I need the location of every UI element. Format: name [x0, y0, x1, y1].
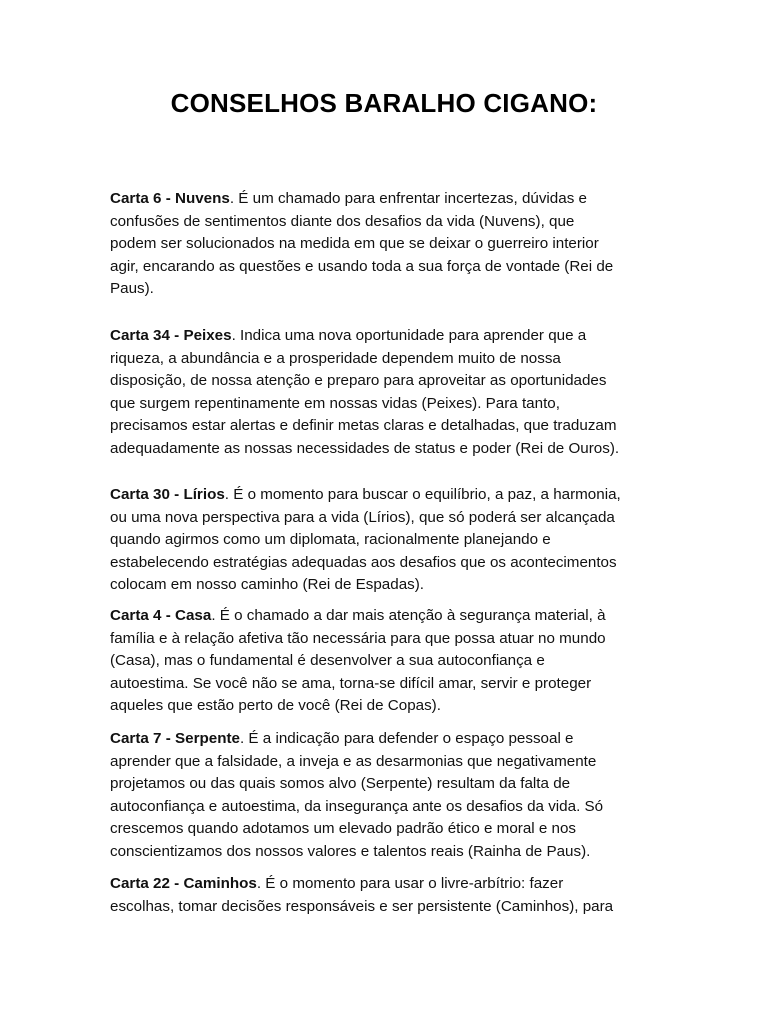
- paragraph-text: . É o momento para buscar o equilíbrio, a paz, a harmonia,: [224, 486, 621, 503]
- paragraph-line: precisamos estar alertas e definir metas claras e detalhadas, que traduzam: [110, 417, 617, 435]
- paragraph-line: riqueza, a abundância e a prosperidade dependem muito de nossa: [110, 349, 561, 367]
- card-heading: Carta 22 - Caminhos: [110, 875, 257, 892]
- paragraph-line: projetamos ou das quais somos alvo (Serpente) resultam da falta de: [110, 775, 571, 793]
- paragraph-line: [110, 325, 662, 348]
- paragraph-line: autoestima. Se você não se ama, torna-se difícil amar, servir e proteger: [110, 674, 592, 692]
- paragraph-line: [110, 873, 662, 896]
- page-title: CONSELHOS BARALHO CIGANO:: [170, 88, 598, 118]
- card-heading: Carta 30 - Lírios: [110, 486, 225, 503]
- paragraph-carta-22: [110, 873, 662, 918]
- paragraph-line: (Casa), mas o fundamental é desenvolver a sua autoconfiança e: [110, 652, 545, 670]
- paragraph-line: agir, encarando as questões e usando toda a sua força de vontade (Rei de: [110, 257, 614, 275]
- paragraph-line: confusões de sentimentos diante dos desafios da vida (Nuvens), que: [110, 212, 575, 230]
- paragraph-line: autoconfiança e autoestima, da insegurança ante os desafios da vida. Só: [110, 797, 604, 815]
- paragraph-line: estabelecendo estratégias adequadas aos desafios que os acontecimentos: [110, 553, 617, 571]
- paragraph-text: . É um chamado para enfrentar incertezas, dúvidas e: [229, 190, 587, 207]
- card-heading: Carta 4 - Casa: [110, 607, 212, 624]
- card-heading: Carta 7 - Serpente: [110, 730, 240, 747]
- paragraph-line: Paus).: [110, 280, 154, 298]
- paragraph-text: . É o momento para usar o livre-arbítrio: fazer: [256, 875, 564, 892]
- paragraph-line: [110, 605, 662, 628]
- card-heading: Carta 34 - Peixes: [110, 327, 232, 344]
- paragraph-line: quando agirmos como um diplomata, racionalmente planejando e: [110, 531, 551, 549]
- paragraph-carta-7: [110, 728, 662, 864]
- paragraph-carta-4: [110, 605, 662, 718]
- paragraph-line: família e à relação afetiva tão necessária para que possa atuar no mundo: [110, 629, 606, 647]
- paragraph-line: escolhas, tomar decisões responsáveis e ser persistente (Caminhos), para: [110, 897, 614, 915]
- paragraph-line: podem ser solucionados na medida em que se deixar o guerreiro interior: [110, 235, 599, 253]
- paragraph-line: [110, 188, 662, 211]
- paragraph-line: adequadamente as nossas necessidades de status e poder (Rei de Ouros).: [110, 439, 620, 457]
- paragraph-line: conscientizamos dos nossos valores e talentos reais (Rainha de Paus).: [110, 842, 591, 860]
- paragraph-line: disposição, de nossa atenção e preparo para aproveitar as oportunidades: [110, 372, 607, 390]
- paragraph-carta-6: [110, 188, 662, 301]
- paragraph-line: ou uma nova perspectiva para a vida (Lírios), que só poderá ser alcançada: [110, 508, 615, 526]
- paragraph-text: . É a indicação para defender o espaço pessoal e: [239, 730, 574, 747]
- paragraph-line: crescemos quando adotamos um elevado padrão ético e moral e nos: [110, 820, 577, 838]
- paragraph-line: que surgem repentinamente em nossas vidas (Peixes). Para tanto,: [110, 394, 560, 412]
- paragraph-carta-30: [110, 484, 662, 597]
- card-heading: Carta 6 - Nuvens: [110, 190, 230, 207]
- paragraph-line: aprender que a falsidade, a inveja e as desarmonias que negativamente: [110, 752, 597, 770]
- paragraph-line: colocam em nosso caminho (Rei de Espadas).: [110, 576, 425, 594]
- paragraph-line: [110, 484, 662, 507]
- paragraph-text: . Indica uma nova oportunidade para aprender que a: [231, 327, 587, 344]
- paragraph-line: aqueles que estão perto de você (Rei de Copas).: [110, 697, 441, 715]
- paragraph-line: [110, 728, 662, 751]
- paragraph-text: . É o chamado a dar mais atenção à segurança material, à: [211, 607, 606, 624]
- paragraph-carta-34: [110, 325, 662, 461]
